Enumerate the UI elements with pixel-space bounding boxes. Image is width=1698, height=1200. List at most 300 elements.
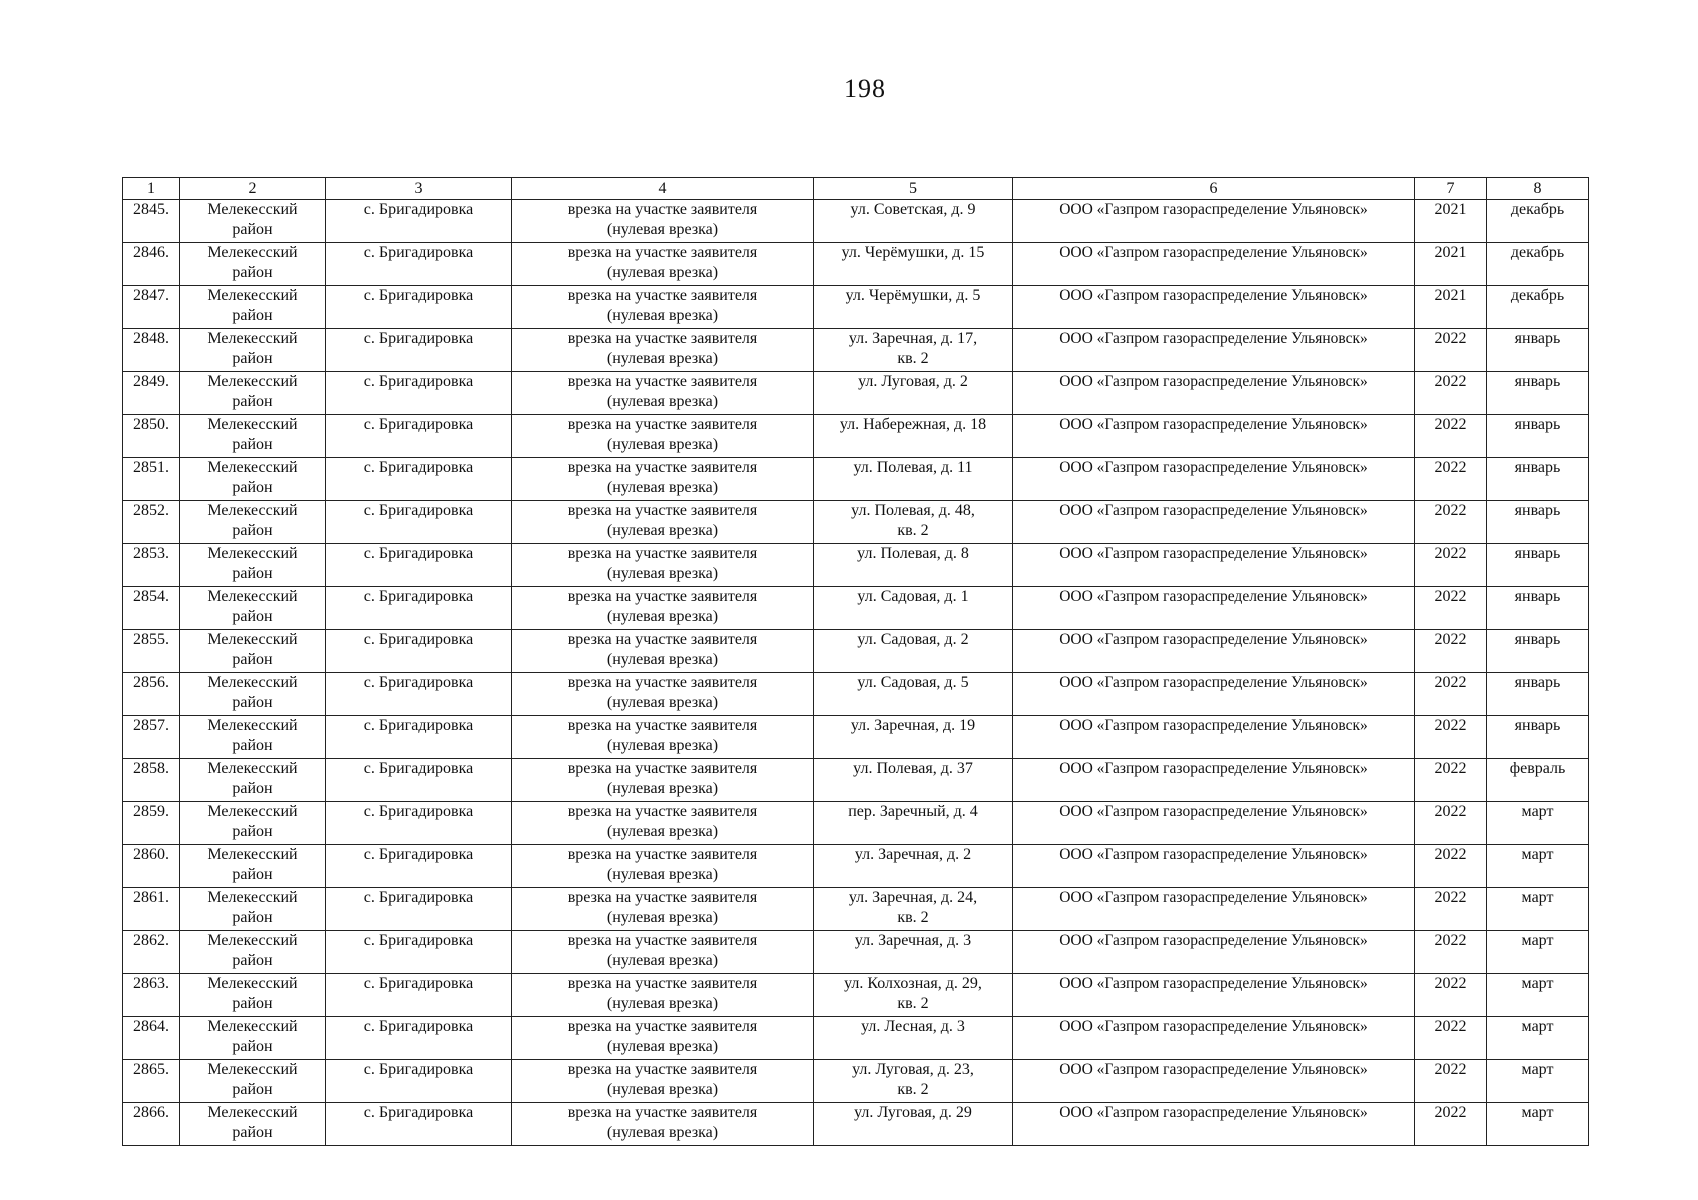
address-cell	[814, 759, 1013, 802]
settlement-cell: с. Бригадировка	[326, 286, 512, 329]
work-type-line: (нулевая врезка)	[606, 307, 719, 324]
settlement-cell: с. Бригадировка	[326, 630, 512, 673]
settlement-cell: с. Бригадировка	[326, 845, 512, 888]
operator-cell: ООО «Газпром газораспределение Ульяновск»	[1013, 931, 1415, 974]
address-cell	[814, 372, 1013, 415]
district-cell	[180, 974, 326, 1017]
table-row	[123, 243, 1589, 286]
work-type-cell	[512, 931, 814, 974]
address-line: ул. Полевая, д. 37	[853, 760, 973, 777]
row-number: 2848.	[123, 329, 180, 372]
year-cell: 2022	[1415, 888, 1487, 931]
district-line: район	[232, 909, 273, 926]
row-number: 2857.	[123, 716, 180, 759]
row-number: 2852.	[123, 501, 180, 544]
work-type-cell	[512, 802, 814, 845]
work-type-line: врезка на участке заявителя	[567, 244, 758, 261]
table-row	[123, 630, 1589, 673]
operator-cell: ООО «Газпром газораспределение Ульяновск»	[1013, 200, 1415, 243]
district-line: район	[232, 1081, 273, 1098]
work-type-line: (нулевая врезка)	[606, 694, 719, 711]
district-cell	[180, 329, 326, 372]
district-cell	[180, 501, 326, 544]
district-line: Мелекесский	[207, 975, 298, 992]
district-cell	[180, 200, 326, 243]
operator-cell: ООО «Газпром газораспределение Ульяновск»	[1013, 802, 1415, 845]
row-number: 2864.	[123, 1017, 180, 1060]
column-header-8: 8	[1487, 178, 1589, 200]
operator-cell: ООО «Газпром газораспределение Ульяновск»	[1013, 974, 1415, 1017]
address-line: ул. Заречная, д. 3	[854, 932, 972, 949]
district-cell	[180, 544, 326, 587]
settlement-cell: с. Бригадировка	[326, 1060, 512, 1103]
district-line: Мелекесский	[207, 545, 298, 562]
operator-cell: ООО «Газпром газораспределение Ульяновск»	[1013, 501, 1415, 544]
district-line: район	[232, 350, 273, 367]
table-row	[123, 759, 1589, 802]
district-line: район	[232, 866, 273, 883]
district-line: район	[232, 952, 273, 969]
settlement-cell: с. Бригадировка	[326, 1103, 512, 1146]
operator-cell: ООО «Газпром газораспределение Ульяновск»	[1013, 329, 1415, 372]
district-line: район	[232, 436, 273, 453]
settlement-cell: с. Бригадировка	[326, 759, 512, 802]
district-line: Мелекесский	[207, 244, 298, 261]
work-type-cell	[512, 716, 814, 759]
year-cell: 2021	[1415, 286, 1487, 329]
work-type-line: врезка на участке заявителя	[567, 330, 758, 347]
work-type-line: врезка на участке заявителя	[567, 588, 758, 605]
district-cell	[180, 759, 326, 802]
year-cell: 2022	[1415, 1060, 1487, 1103]
table-row	[123, 673, 1589, 716]
operator-cell: ООО «Газпром газораспределение Ульяновск»	[1013, 716, 1415, 759]
row-number: 2860.	[123, 845, 180, 888]
district-cell	[180, 802, 326, 845]
work-type-line: (нулевая врезка)	[606, 1038, 719, 1055]
settlement-cell: с. Бригадировка	[326, 1017, 512, 1060]
work-type-line: (нулевая врезка)	[606, 737, 719, 754]
table-row	[123, 501, 1589, 544]
work-type-line: врезка на участке заявителя	[567, 717, 758, 734]
work-type-line: (нулевая врезка)	[606, 350, 719, 367]
district-cell	[180, 673, 326, 716]
column-header-7: 7	[1415, 178, 1487, 200]
work-type-cell	[512, 200, 814, 243]
month-cell: март	[1487, 1017, 1589, 1060]
year-cell: 2022	[1415, 544, 1487, 587]
row-number: 2861.	[123, 888, 180, 931]
district-line: Мелекесский	[207, 416, 298, 433]
row-number: 2851.	[123, 458, 180, 501]
table-row	[123, 286, 1589, 329]
district-cell	[180, 415, 326, 458]
district-line: район	[232, 1038, 273, 1055]
settlement-cell: с. Бригадировка	[326, 501, 512, 544]
work-type-cell	[512, 587, 814, 630]
month-cell: январь	[1487, 716, 1589, 759]
settlement-cell: с. Бригадировка	[326, 544, 512, 587]
month-cell: март	[1487, 931, 1589, 974]
table-row	[123, 974, 1589, 1017]
address-cell	[814, 329, 1013, 372]
district-cell	[180, 372, 326, 415]
month-cell: январь	[1487, 673, 1589, 716]
address-cell	[814, 888, 1013, 931]
operator-cell: ООО «Газпром газораспределение Ульяновск»	[1013, 286, 1415, 329]
work-type-line: врезка на участке заявителя	[567, 459, 758, 476]
address-line: ул. Луговая, д. 23,	[852, 1061, 974, 1078]
table-row	[123, 544, 1589, 587]
work-type-line: врезка на участке заявителя	[567, 1104, 758, 1121]
district-cell	[180, 458, 326, 501]
district-cell	[180, 888, 326, 931]
address-line: пер. Заречный, д. 4	[848, 803, 978, 820]
year-cell: 2022	[1415, 1017, 1487, 1060]
work-type-cell	[512, 286, 814, 329]
work-type-cell	[512, 372, 814, 415]
district-line: район	[232, 651, 273, 668]
address-cell	[814, 458, 1013, 501]
year-cell: 2022	[1415, 630, 1487, 673]
operator-cell: ООО «Газпром газораспределение Ульяновск»	[1013, 845, 1415, 888]
table-row	[123, 716, 1589, 759]
address-line: ул. Луговая, д. 2	[858, 373, 968, 390]
month-cell: январь	[1487, 458, 1589, 501]
address-cell	[814, 974, 1013, 1017]
column-header-3: 3	[326, 178, 512, 200]
work-type-cell	[512, 1060, 814, 1103]
row-number: 2853.	[123, 544, 180, 587]
work-type-line: (нулевая врезка)	[606, 780, 719, 797]
district-cell	[180, 286, 326, 329]
address-line: ул. Заречная, д. 19	[850, 717, 976, 734]
table-row	[123, 372, 1589, 415]
table-row	[123, 458, 1589, 501]
district-line: Мелекесский	[207, 330, 298, 347]
work-type-line: (нулевая врезка)	[606, 565, 719, 582]
district-cell	[180, 243, 326, 286]
month-cell: январь	[1487, 415, 1589, 458]
column-header-2: 2	[180, 178, 326, 200]
work-type-cell	[512, 329, 814, 372]
work-type-line: врезка на участке заявителя	[567, 1018, 758, 1035]
address-line: кв. 2	[897, 909, 929, 926]
row-number: 2856.	[123, 673, 180, 716]
address-line: ул. Полевая, д. 11	[853, 459, 973, 476]
operator-cell: ООО «Газпром газораспределение Ульяновск»	[1013, 544, 1415, 587]
table-row	[123, 587, 1589, 630]
row-number: 2866.	[123, 1103, 180, 1146]
table-row	[123, 329, 1589, 372]
operator-cell: ООО «Газпром газораспределение Ульяновск»	[1013, 415, 1415, 458]
address-line: кв. 2	[897, 522, 929, 539]
page-number: 198	[844, 74, 886, 103]
work-type-line: (нулевая врезка)	[606, 436, 719, 453]
district-line: район	[232, 1124, 273, 1141]
table-row	[123, 1060, 1589, 1103]
work-type-line: (нулевая врезка)	[606, 221, 719, 238]
address-cell	[814, 544, 1013, 587]
work-type-line: врезка на участке заявителя	[567, 373, 758, 390]
work-type-cell	[512, 1103, 814, 1146]
operator-cell: ООО «Газпром газораспределение Ульяновск»	[1013, 372, 1415, 415]
work-type-line: врезка на участке заявителя	[567, 545, 758, 562]
district-line: район	[232, 221, 273, 238]
district-cell	[180, 1060, 326, 1103]
address-cell	[814, 1060, 1013, 1103]
district-cell	[180, 1017, 326, 1060]
address-cell	[814, 501, 1013, 544]
address-cell	[814, 673, 1013, 716]
work-type-line: врезка на участке заявителя	[567, 803, 758, 820]
district-line: Мелекесский	[207, 889, 298, 906]
work-type-cell	[512, 673, 814, 716]
work-type-cell	[512, 544, 814, 587]
table-row	[123, 200, 1589, 243]
work-type-line: (нулевая врезка)	[606, 1124, 719, 1141]
district-line: район	[232, 780, 273, 797]
settlement-cell: с. Бригадировка	[326, 329, 512, 372]
operator-cell: ООО «Газпром газораспределение Ульяновск»	[1013, 888, 1415, 931]
work-type-line: врезка на участке заявителя	[567, 975, 758, 992]
row-number: 2849.	[123, 372, 180, 415]
district-line: Мелекесский	[207, 459, 298, 476]
district-line: Мелекесский	[207, 287, 298, 304]
address-line: кв. 2	[897, 995, 929, 1012]
work-type-line: врезка на участке заявителя	[567, 1061, 758, 1078]
district-cell	[180, 587, 326, 630]
work-type-line: врезка на участке заявителя	[567, 416, 758, 433]
work-type-cell	[512, 243, 814, 286]
work-type-line: (нулевая врезка)	[606, 866, 719, 883]
year-cell: 2022	[1415, 458, 1487, 501]
address-cell	[814, 415, 1013, 458]
district-line: район	[232, 565, 273, 582]
district-line: Мелекесский	[207, 1061, 298, 1078]
month-cell: февраль	[1487, 759, 1589, 802]
work-type-cell	[512, 630, 814, 673]
column-header-5: 5	[814, 178, 1013, 200]
district-line: Мелекесский	[207, 717, 298, 734]
work-type-line: (нулевая врезка)	[606, 393, 719, 410]
district-line: район	[232, 522, 273, 539]
address-cell	[814, 243, 1013, 286]
month-cell: январь	[1487, 630, 1589, 673]
operator-cell: ООО «Газпром газораспределение Ульяновск»	[1013, 1017, 1415, 1060]
address-line: ул. Заречная, д. 17,	[848, 330, 978, 347]
settlement-cell: с. Бригадировка	[326, 458, 512, 501]
table-row	[123, 888, 1589, 931]
row-number: 2854.	[123, 587, 180, 630]
settlement-cell: с. Бригадировка	[326, 372, 512, 415]
district-line: Мелекесский	[207, 846, 298, 863]
work-type-cell	[512, 974, 814, 1017]
row-number: 2862.	[123, 931, 180, 974]
year-cell: 2022	[1415, 974, 1487, 1017]
address-cell	[814, 286, 1013, 329]
work-type-line: врезка на участке заявителя	[567, 760, 758, 777]
year-cell: 2022	[1415, 931, 1487, 974]
district-cell	[180, 931, 326, 974]
operator-cell: ООО «Газпром газораспределение Ульяновск»	[1013, 458, 1415, 501]
address-cell	[814, 931, 1013, 974]
work-type-line: врезка на участке заявителя	[567, 502, 758, 519]
month-cell: март	[1487, 802, 1589, 845]
settlement-cell: с. Бригадировка	[326, 587, 512, 630]
month-cell: март	[1487, 974, 1589, 1017]
month-cell: январь	[1487, 329, 1589, 372]
work-type-line: (нулевая врезка)	[606, 823, 719, 840]
work-type-line: врезка на участке заявителя	[567, 631, 758, 648]
address-line: ул. Полевая, д. 8	[857, 545, 969, 562]
work-type-line: врезка на участке заявителя	[567, 889, 758, 906]
address-cell	[814, 1017, 1013, 1060]
work-type-line: (нулевая врезка)	[606, 651, 719, 668]
address-line: кв. 2	[897, 350, 929, 367]
district-cell	[180, 630, 326, 673]
settlement-cell: с. Бригадировка	[326, 802, 512, 845]
work-type-line: (нулевая врезка)	[606, 479, 719, 496]
address-line: ул. Лесная, д. 3	[861, 1018, 965, 1035]
year-cell: 2022	[1415, 716, 1487, 759]
table-row	[123, 1103, 1589, 1146]
district-line: район	[232, 393, 273, 410]
work-type-line: (нулевая врезка)	[606, 264, 719, 281]
address-line: ул. Набережная, д. 18	[839, 416, 987, 433]
row-number: 2845.	[123, 200, 180, 243]
column-header-6: 6	[1013, 178, 1415, 200]
work-type-cell	[512, 415, 814, 458]
year-cell: 2022	[1415, 845, 1487, 888]
month-cell: март	[1487, 1060, 1589, 1103]
year-cell: 2022	[1415, 673, 1487, 716]
work-type-line: врезка на участке заявителя	[567, 674, 758, 691]
column-number-row	[123, 178, 1589, 200]
district-line: район	[232, 479, 273, 496]
row-number: 2846.	[123, 243, 180, 286]
row-number: 2855.	[123, 630, 180, 673]
row-number: 2859.	[123, 802, 180, 845]
row-number: 2863.	[123, 974, 180, 1017]
table-row	[123, 1017, 1589, 1060]
district-line: район	[232, 264, 273, 281]
settlement-cell: с. Бригадировка	[326, 673, 512, 716]
district-line: район	[232, 737, 273, 754]
work-type-line: (нулевая врезка)	[606, 522, 719, 539]
year-cell: 2022	[1415, 329, 1487, 372]
column-header-1: 1	[123, 178, 180, 200]
operator-cell: ООО «Газпром газораспределение Ульяновск»	[1013, 1060, 1415, 1103]
district-cell	[180, 1103, 326, 1146]
district-line: Мелекесский	[207, 631, 298, 648]
settlement-cell: с. Бригадировка	[326, 931, 512, 974]
operator-cell: ООО «Газпром газораспределение Ульяновск»	[1013, 673, 1415, 716]
district-line: Мелекесский	[207, 1018, 298, 1035]
month-cell: декабрь	[1487, 286, 1589, 329]
work-type-cell	[512, 501, 814, 544]
district-line: район	[232, 995, 273, 1012]
year-cell: 2022	[1415, 1103, 1487, 1146]
address-line: ул. Черёмушки, д. 15	[841, 244, 985, 261]
month-cell: март	[1487, 888, 1589, 931]
operator-cell: ООО «Газпром газораспределение Ульяновск»	[1013, 587, 1415, 630]
row-number: 2865.	[123, 1060, 180, 1103]
month-cell: март	[1487, 845, 1589, 888]
address-line: ул. Советская, д. 9	[850, 201, 976, 218]
district-line: район	[232, 307, 273, 324]
year-cell: 2021	[1415, 200, 1487, 243]
operator-cell: ООО «Газпром газораспределение Ульяновск»	[1013, 243, 1415, 286]
address-line: ул. Полевая, д. 48,	[851, 502, 975, 519]
work-type-line: (нулевая врезка)	[606, 995, 719, 1012]
address-line: ул. Садовая, д. 2	[857, 631, 969, 648]
year-cell: 2022	[1415, 587, 1487, 630]
district-line: Мелекесский	[207, 932, 298, 949]
table-row	[123, 802, 1589, 845]
work-type-cell	[512, 759, 814, 802]
operator-cell: ООО «Газпром газораспределение Ульяновск»	[1013, 630, 1415, 673]
settlement-cell: с. Бригадировка	[326, 716, 512, 759]
month-cell: март	[1487, 1103, 1589, 1146]
month-cell: январь	[1487, 501, 1589, 544]
address-line: ул. Садовая, д. 5	[857, 674, 969, 691]
row-number: 2858.	[123, 759, 180, 802]
work-type-cell	[512, 888, 814, 931]
address-cell	[814, 802, 1013, 845]
table-body	[123, 200, 1589, 1146]
settlement-cell: с. Бригадировка	[326, 974, 512, 1017]
address-line: ул. Черёмушки, д. 5	[845, 287, 981, 304]
address-line: ул. Луговая, д. 29	[854, 1104, 972, 1121]
month-cell: январь	[1487, 587, 1589, 630]
address-line: ул. Заречная, д. 2	[854, 846, 972, 863]
month-cell: январь	[1487, 372, 1589, 415]
district-line: Мелекесский	[207, 760, 298, 777]
address-cell	[814, 587, 1013, 630]
work-type-line: (нулевая врезка)	[606, 608, 719, 625]
district-cell	[180, 716, 326, 759]
year-cell: 2022	[1415, 501, 1487, 544]
settlement-cell: с. Бригадировка	[326, 888, 512, 931]
address-cell	[814, 716, 1013, 759]
address-line: ул. Заречная, д. 24,	[848, 889, 978, 906]
work-type-line: (нулевая врезка)	[606, 952, 719, 969]
district-line: Мелекесский	[207, 1104, 298, 1121]
address-line: ул. Садовая, д. 1	[857, 588, 969, 605]
table-row	[123, 415, 1589, 458]
district-cell	[180, 845, 326, 888]
address-cell	[814, 845, 1013, 888]
address-cell	[814, 630, 1013, 673]
work-type-line: врезка на участке заявителя	[567, 201, 758, 218]
district-line: Мелекесский	[207, 201, 298, 218]
district-line: район	[232, 608, 273, 625]
settlement-cell: с. Бригадировка	[326, 200, 512, 243]
work-type-cell	[512, 1017, 814, 1060]
work-type-line: (нулевая врезка)	[606, 909, 719, 926]
district-line: Мелекесский	[207, 373, 298, 390]
column-header-4: 4	[512, 178, 814, 200]
district-line: Мелекесский	[207, 674, 298, 691]
district-line: район	[232, 823, 273, 840]
row-number: 2850.	[123, 415, 180, 458]
month-cell: декабрь	[1487, 243, 1589, 286]
work-type-line: врезка на участке заявителя	[567, 932, 758, 949]
work-type-cell	[512, 845, 814, 888]
operator-cell: ООО «Газпром газораспределение Ульяновск»	[1013, 759, 1415, 802]
gas-connection-table	[122, 177, 1589, 1146]
